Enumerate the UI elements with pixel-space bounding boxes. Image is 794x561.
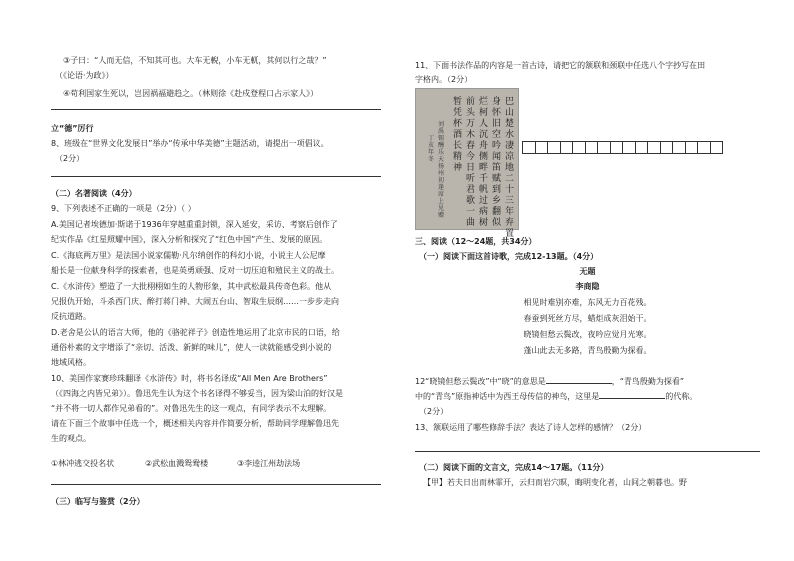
q12-line1 bbox=[415, 375, 684, 387]
q8-score: （2分） bbox=[55, 154, 85, 163]
reading-part2-heading: （二）阅读下面的文言文，完成14～17题。（11分） bbox=[419, 463, 609, 472]
q13-answer-line[interactable] bbox=[415, 451, 760, 452]
q10-answer-line[interactable] bbox=[51, 484, 381, 485]
calligraphy-signature: 刘禹锡酬乐天扬州初逢席上见赠 bbox=[438, 121, 445, 219]
reading-part1-heading: （一）阅读下面这首诗歌，完成12-13题。（4分） bbox=[419, 252, 599, 261]
poem-line-1: 相见时难别亦难，东风无力百花残。 bbox=[523, 298, 652, 307]
q12-line2 bbox=[415, 390, 697, 402]
q7-item-4: ④苟利国家生死以，岂因祸福避趋之。（林则徐《赴戍登程口占示家人》） bbox=[63, 89, 319, 98]
tianzige-grid-row1[interactable] bbox=[523, 141, 723, 154]
calligraphy-date: 丁亥年冬 bbox=[428, 135, 435, 163]
q9-option-c-line3: 反抗道路。 bbox=[51, 312, 91, 321]
q9-option-b-line1: C.《海底两万里》是法国小说家儒勒·凡尔纳创作的科幻小说，小说主人公尼摩 bbox=[51, 251, 326, 260]
q7-item-3-source: （《论语·为政》） bbox=[55, 71, 114, 80]
q10-option-1: ①林冲逃交投名状 bbox=[51, 459, 115, 468]
poem-line-2: 春蚕到死丝方尽，蜡炬成灰泪始干。 bbox=[523, 314, 652, 323]
poem-author: 李商隐 bbox=[575, 282, 600, 291]
section-2-heading: （二）名著阅读（4分） bbox=[51, 189, 137, 198]
q10-line1: 10、美国作家赛珍珠翻译《水浒传》时，将书名译成“All Men Are Brothers” bbox=[51, 374, 328, 383]
q11-prompt-line1: 11、下面书法作品的内容是一首古诗，请把它的颔联和颈联中任选八个字抄写在田 bbox=[415, 61, 706, 70]
q12-line1-text-b: ，“青鸟殷勤为探看” bbox=[611, 377, 685, 386]
q9-option-d-line2: 通俗朴素的文字增添了“亲切、活泼、新鲜的味儿”，使人一读就能感受到小说的 bbox=[51, 343, 332, 352]
q13-prompt: 13、颔联运用了哪些修辞手法？表达了诗人怎样的感情？（2分） bbox=[415, 423, 647, 432]
q10-option-2: ②武松血溅鸳鸯楼 bbox=[145, 459, 209, 468]
calligraphy-column-5: 暂凭杯酒长精神 bbox=[453, 97, 463, 173]
q8-prompt: 8、班级在“世界文化发展日”举办“传承中华美德”主题活动，请提出一项倡议。 bbox=[51, 139, 329, 148]
calligraphy-image bbox=[415, 88, 519, 239]
q9-option-c-line1: C.《水浒传》塑造了一大批栩栩如生的人物形象，其中武松最具传奇色彩。他从 bbox=[51, 282, 332, 291]
q12-line2-text-a: 中的“青鸟”原指神话中为西王母传信的神鸟，这里是 bbox=[415, 392, 600, 401]
q8-answer-line[interactable] bbox=[51, 176, 381, 177]
q12-line1-text-a: 12“晓镜但愁云鬓改”中“晓”的意思是 bbox=[415, 377, 546, 386]
q10-line3: “并不将一切人都作兄弟看的”。对鲁迅先生的这一观点，有同学表示不太理解。 bbox=[51, 404, 332, 413]
section-3-heading: （三）临写与鉴赏（2分） bbox=[51, 497, 145, 506]
calligraphy-column-4: 前头万木春今日听君歌一曲 bbox=[466, 97, 476, 228]
section-de-heading: 立“德”厉行 bbox=[51, 124, 94, 133]
poem-title: 无题 bbox=[579, 267, 596, 276]
q9-option-d-line3: 地域风格。 bbox=[51, 358, 91, 367]
q9-option-a-line2: 纪实作品《红星照耀中国》，深入分析和探究了“红色中国”产生、发展的原因。 bbox=[51, 235, 328, 244]
q10-line2: （《四海之内皆兄弟》）。鲁迅先生认为这个书名译得不够妥当，因为梁山泊的好汉是 bbox=[51, 389, 343, 398]
divider bbox=[51, 109, 381, 110]
classical-text-jia: 【甲】若夫日出而林霏开，云归而岩穴暝，晦明变化者，山间之朝暮也。野 bbox=[423, 478, 687, 487]
q10-option-3: ③李逵江州劫法场 bbox=[237, 459, 301, 468]
q11-prompt-line2: 字格内。（2分） bbox=[415, 75, 473, 84]
q12-blank-2[interactable] bbox=[599, 390, 665, 399]
poem-line-4: 蓬山此去无多路，青鸟殷勤为探看。 bbox=[523, 346, 652, 355]
q9-option-c-line2: 兄报仇开始，斗杀西门庆、醉打蒋门神、大闹五台山、智取生辰纲……一步步走向 bbox=[51, 297, 339, 306]
q12-score: （2分） bbox=[419, 407, 449, 416]
q9-option-b-line2: 船长是一位献身科学的探索者，也是英勇顽强、反对一切压迫和殖民主义的战士。 bbox=[51, 266, 339, 275]
q7-item-3: ③子曰：“人而无信，不知其可也。大车无輗，小车无軏，其何以行之哉？” bbox=[63, 56, 327, 65]
q10-line4: 请在下面三个故事中任选一个，概述相关内容并作简要分析，帮助同学理解鲁迅先 bbox=[51, 419, 339, 428]
calligraphy-column-3: 烂柯人沉舟侧畔千帆过病树 bbox=[479, 97, 489, 228]
q12-line2-text-b: 的代称。 bbox=[665, 392, 698, 401]
q9-prompt: 9、下列表述不正确的一项是（2分）（ ） bbox=[51, 204, 196, 213]
q12-blank-1[interactable] bbox=[546, 375, 612, 384]
poem-line-3: 晓镜但愁云鬓改，夜吟应觉月光寒。 bbox=[523, 330, 652, 339]
reading-section-heading: 三、阅读（12～24题，共34分） bbox=[415, 237, 537, 246]
q9-option-a-line1: A.美国记者埃德加·斯诺于1936年穿越重重封锁，深入延安，采访、考察后创作了 bbox=[51, 220, 338, 229]
q9-option-d-line1: D.老舍是公认的语言大师，他的《骆驼祥子》创造性地运用了北京市民的口语，给 bbox=[51, 328, 340, 337]
q10-line5: 生的观点。 bbox=[51, 434, 91, 443]
calligraphy-column-1: 巴山楚水凄凉地二十三年弃置 bbox=[505, 97, 515, 239]
calligraphy-column-2: 身怀旧空吟闻笛赋到乡翻似 bbox=[492, 97, 502, 228]
